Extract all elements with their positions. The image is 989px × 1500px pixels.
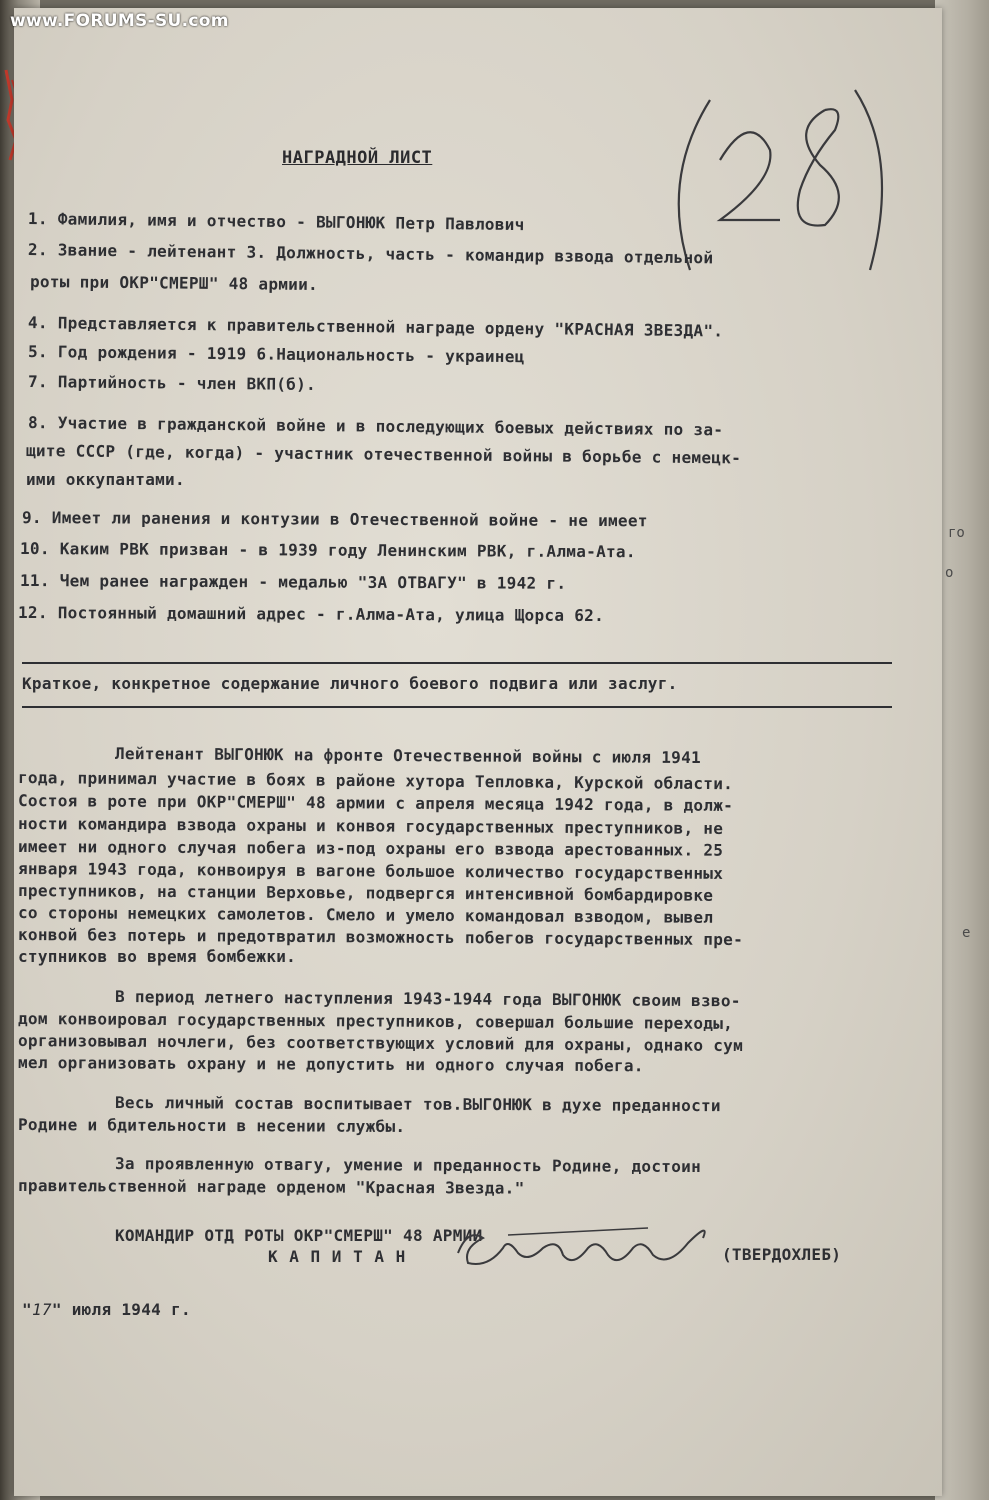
form-line-13: 12. Постоянный домашний адрес - г.Алма-Ата, улица Щорса 62.	[17, 603, 605, 626]
date-close-quote: "	[51, 1300, 72, 1319]
signature-title: КОМАНДИР ОТД РОТЫ ОКР"СМЕРШ" 48 АРМИИ	[115, 1226, 483, 1245]
form-line-6: 7. Партийность - член ВКП(б).	[27, 372, 317, 395]
body-line-6: января 1943 года, конвоируя в вагоне большое количество государственных	[17, 859, 724, 883]
date-line	[22, 1300, 191, 1319]
body-line-3: Состоя в роте при ОКР"СМЕРШ" 48 армии с апреля месяца 1942 года, в долж-	[17, 791, 734, 815]
signature-rank: К А П И Т А Н	[268, 1247, 407, 1266]
next-page-edge	[935, 0, 989, 1500]
handwritten-number-28	[650, 70, 900, 314]
body-line-17: За проявленную отвагу, умение и преданность Родине, достоин	[114, 1154, 702, 1177]
date-rest: июля 1944 г.	[71, 1300, 191, 1319]
section-heading: Краткое, конкретное содержание личного боевого подвига или заслуг.	[22, 674, 678, 693]
form-line-5: 5. Год рождения - 1919 6.Национальность - украинец	[27, 342, 525, 367]
form-line-4: 4. Представляется к правительственной награде ордену "КРАСНАЯ ЗВЕЗДА".	[27, 313, 724, 341]
watermark: www.FORUMS-SU.com	[10, 11, 229, 31]
margin-mark: е	[962, 925, 971, 941]
rule-bottom	[22, 706, 892, 708]
body-line-13: организовывал ночлеги, без соответствующих условий для охраны, однако сум	[17, 1031, 744, 1056]
body-line-10: ступников во время бомбежки.	[18, 947, 297, 966]
form-line-7: 8. Участие в гражданской войне и в последующих боевых действиях по за-	[27, 413, 724, 440]
body-line-1: Лейтенант ВЫГОНЮК на фронте Отечественной войны с июля 1941	[114, 744, 702, 768]
date-open-quote: "	[22, 1300, 32, 1319]
body-line-9: конвой без потерь и предотвратил возможность побегов государственных пре-	[17, 925, 744, 950]
handwritten-signature	[448, 1213, 718, 1287]
body-line-5: имеет ни одного случая побега из-под охраны его взвода арестованных. 25	[17, 837, 724, 860]
body-line-4: ности командира взвода охраны и конвоя государственных преступников, не	[17, 814, 724, 838]
form-line-12: 11. Чем ранее награжден - медалью "ЗА ОТВАГУ" в 1942 г.	[19, 571, 567, 593]
body-line-16: Родине и бдительности в несении службы.	[17, 1115, 406, 1137]
handwritten-number-label: 28	[650, 70, 652, 71]
form-line-11: 10. Каким РВК призван - в 1939 году Ленинским РВК, г.Алма-Ата.	[19, 539, 636, 562]
form-line-8: щите СССР (где, когда) - участник отечественной войны в борьбе с немецк-	[25, 441, 742, 468]
document-title: НАГРАДНОЙ ЛИСТ	[282, 148, 433, 168]
form-line-9: ими оккупантами.	[26, 470, 185, 489]
rule-top	[22, 662, 892, 664]
body-line-7: преступников, на станции Верховье, подвергся интенсивной бомбардировке	[17, 881, 714, 905]
body-line-14: мел организовать охрану и не допустить ни одного случая побега.	[17, 1053, 644, 1076]
date-day: 17	[31, 1300, 52, 1319]
body-line-8: со стороны немецких самолетов. Смело и умело командовал взводом, вывел	[17, 903, 714, 927]
form-line-1: 1. Фамилия, имя и отчество - ВЫГОНЮК Петр Павлович	[27, 209, 525, 235]
form-line-3: роты при ОКР"СМЕРШ" 48 армии.	[29, 272, 319, 295]
body-line-2: года, принимал участие в боях в районе хутора Тепловка, Курской области.	[17, 768, 734, 794]
margin-mark: го	[948, 525, 965, 541]
form-line-2: 2. Звание - лейтенант 3. Должность, часть - командир взвода отдельной	[27, 240, 714, 268]
body-line-11: В период летнего наступления 1943-1944 года ВЫГОНЮК своим взво-	[114, 987, 741, 1011]
body-line-18: правительственной награде орденом "Красная Звезда."	[17, 1176, 525, 1198]
body-line-15: Весь личный состав воспитывает тов.ВЫГОНЮК в духе преданности	[114, 1093, 721, 1116]
signature-name: (ТВЕРДОХЛЕБ)	[722, 1245, 842, 1264]
form-line-10: 9. Имеет ли ранения и контузии в Отечественной войне - не имеет	[21, 508, 648, 531]
body-line-12: дом конвоировал государственных преступников, совершал большие переходы,	[17, 1009, 734, 1033]
margin-mark: о	[945, 565, 954, 581]
